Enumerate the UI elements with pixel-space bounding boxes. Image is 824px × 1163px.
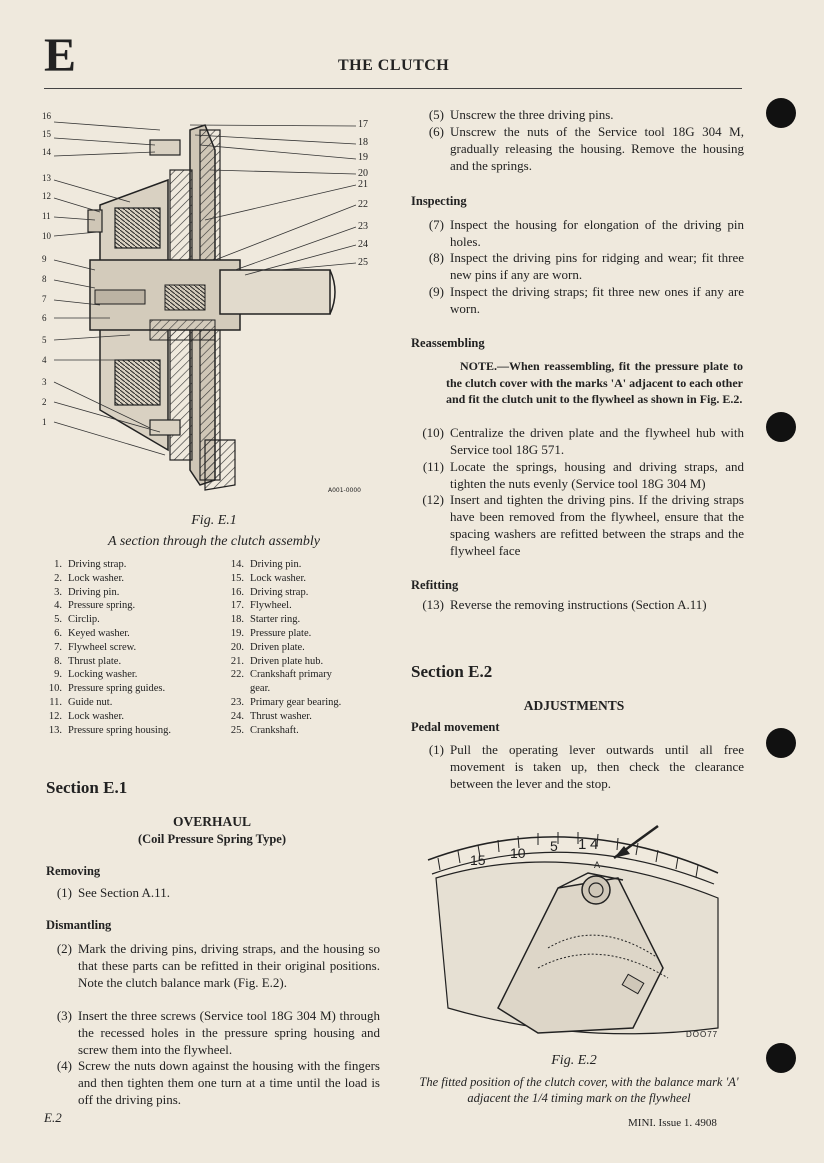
callout-12: 12 bbox=[42, 191, 51, 201]
inspecting-heading: Inspecting bbox=[411, 194, 467, 208]
legend-item: 17. Flywheel. bbox=[230, 600, 292, 612]
step-e2-1: (1) Pull the operating lever outwards until all free movement is taken up, then check the clearance between the lever and the stop. bbox=[428, 742, 744, 791]
step-3: (3) Insert the three screws (Service tool 18G 304 M) through the recessed holes in the pressure spring housing and screw them into the flywheel. bbox=[56, 1008, 380, 1057]
step-2: (2) Mark the driving pins, driving straps, and the housing so that these parts can be refitted in their original positions. Note the clutch balance mark (Fig. E.2). bbox=[56, 941, 380, 990]
legend-item: 25. Crankshaft. bbox=[230, 724, 299, 736]
scale-label-4: 4 bbox=[590, 836, 599, 853]
step-1: (1) See Section A.11. bbox=[56, 885, 170, 900]
callout-13: 13 bbox=[42, 173, 51, 183]
callout-4: 4 bbox=[42, 355, 47, 365]
legend-item: 4. Pressure spring. bbox=[54, 600, 136, 612]
legend-item: 7. Flywheel screw. bbox=[54, 641, 137, 653]
legend-item: 23. Primary gear bearing. bbox=[230, 696, 342, 708]
fig2-ref-code: DOO77 bbox=[686, 1030, 719, 1039]
fig1-ref-code: A001-0000 bbox=[328, 487, 361, 494]
legend-item: 5. Circlip. bbox=[54, 614, 100, 626]
callout-14: 14 bbox=[42, 147, 51, 157]
legend-item: 12. Lock washer. bbox=[48, 710, 124, 722]
legend-item: 6. Keyed washer. bbox=[54, 627, 130, 639]
legend-item: 3. Driving pin. bbox=[54, 586, 120, 598]
reassembly-note: NOTE.—When reassembling, fit the pressure plate to the clutch cover with the marks 'A' adjacent to each other and fit the clutch unit to the flywheel as shown in Fig. E.2. bbox=[446, 359, 743, 406]
refitting-heading: Refitting bbox=[411, 578, 459, 592]
legend-item: 20. Driven plate. bbox=[230, 641, 305, 653]
legend-item: 10. Pressure spring guides. bbox=[48, 683, 166, 695]
legend-item: 15. Lock washer. bbox=[230, 572, 306, 584]
step-8: (8) Inspect the driving pins for ridging and wear; fit three new pins if any are worn. bbox=[428, 250, 744, 282]
binder-hole-4 bbox=[766, 1043, 796, 1073]
legend-right bbox=[222, 558, 387, 737]
callout-10: 10 bbox=[42, 231, 51, 241]
pedal-movement-heading: Pedal movement bbox=[411, 720, 500, 734]
step-12: (12) Insert and tighten the driving pins. If the driving straps have been removed from the flywheel, ensure that the spacing washers are refitted between the straps and the flywheel face bbox=[422, 492, 744, 558]
callout-16: 16 bbox=[42, 111, 51, 121]
callout-17: 17 bbox=[358, 119, 368, 130]
step-9: (9) Inspect the driving straps; fit three new ones if any are worn. bbox=[428, 284, 744, 316]
reassembling-heading: Reassembling bbox=[411, 336, 485, 350]
callout-18: 18 bbox=[358, 137, 368, 148]
legend-item: gear. bbox=[250, 683, 271, 695]
binder-hole-2 bbox=[766, 412, 796, 442]
callout-1: 1 bbox=[42, 417, 47, 427]
fig2-caption-text: The fitted position of the clutch cover, with the balance mark 'A' adjacent the 1/4 timing mark on the flywheel bbox=[419, 1075, 739, 1105]
callout-21: 21 bbox=[358, 179, 368, 190]
section-e1-heading: Section E.1 bbox=[46, 778, 128, 797]
callout-9: 9 bbox=[42, 254, 47, 264]
scale-label-5: 5 bbox=[550, 838, 558, 854]
callout-25: 25 bbox=[358, 257, 368, 268]
legend-item: 11. Guide nut. bbox=[49, 696, 113, 708]
removing-heading: Removing bbox=[46, 864, 101, 878]
clutch-section-diagram bbox=[40, 110, 380, 500]
legend-item: 19. Pressure plate. bbox=[230, 627, 312, 639]
callout-15: 15 bbox=[42, 129, 51, 139]
step-4: (4) Screw the nuts down against the housing with the fingers and then tighten them one turn at a time until the load is off the driving pins. bbox=[56, 1058, 380, 1107]
callout-23: 23 bbox=[358, 221, 368, 232]
fig2-caption-title: Fig. E.2 bbox=[551, 1053, 597, 1068]
section-e1-subtitle: (Coil Pressure Spring Type) bbox=[137, 832, 287, 846]
callout-8: 8 bbox=[42, 274, 47, 284]
fig1-caption-text: A section through the clutch assembly bbox=[108, 534, 320, 549]
dismantling-heading: Dismantling bbox=[46, 918, 112, 932]
legend-item: 16. Driving strap. bbox=[230, 586, 309, 598]
section-e2-title: ADJUSTMENTS bbox=[523, 698, 625, 713]
page-title: THE CLUTCH bbox=[338, 57, 450, 74]
page-number: E.2 bbox=[44, 1110, 62, 1125]
callout-24: 24 bbox=[358, 239, 368, 250]
legend-item: 18. Starter ring. bbox=[230, 614, 301, 626]
legend-item: 22. Crankshaft primary bbox=[230, 669, 332, 681]
legend-item: 1. Driving strap. bbox=[54, 559, 127, 570]
callout-22: 22 bbox=[358, 199, 368, 210]
step-5: (5) Unscrew the three driving pins. bbox=[428, 107, 614, 122]
step-11: (11) Locate the springs, housing and driving straps, and tighten the nuts evenly (Service tool 18G 304 M) bbox=[422, 459, 744, 491]
legend-item: 9. Locking washer. bbox=[54, 669, 138, 681]
callout-11: 11 bbox=[42, 211, 51, 221]
callout-6: 6 bbox=[42, 313, 47, 323]
header-rule bbox=[44, 88, 742, 89]
issue-code: MINI. Issue 1. 4908 bbox=[628, 1117, 717, 1129]
scale-label-1: 1 bbox=[578, 836, 587, 853]
step-6: (6) Unscrew the nuts of the Service tool 18G 304 M, gradually releasing the housing. Remove the housing and the springs. bbox=[428, 124, 744, 173]
scale-label-10: 10 bbox=[510, 845, 526, 861]
section-e1-title: OVERHAUL bbox=[172, 814, 251, 829]
legend-left bbox=[40, 558, 215, 737]
fig1-caption-title: Fig. E.1 bbox=[191, 513, 237, 528]
binder-hole-3 bbox=[766, 728, 796, 758]
step-10: (10) Centralize the driven plate and the flywheel hub with Service tool 18G 571. bbox=[422, 425, 744, 457]
legend-item: 2. Lock washer. bbox=[54, 572, 124, 584]
legend-item: 14. Driving pin. bbox=[230, 559, 302, 570]
callout-3: 3 bbox=[42, 377, 47, 387]
callout-2: 2 bbox=[42, 397, 47, 407]
binder-hole-1 bbox=[766, 98, 796, 128]
section-e2-heading: Section E.2 bbox=[411, 662, 493, 681]
section-letter: E bbox=[44, 29, 76, 82]
step-13: (13) Reverse the removing instructions (Section A.11) bbox=[422, 597, 707, 612]
balance-mark-a: A bbox=[594, 860, 601, 870]
legend-item: 8. Thrust plate. bbox=[54, 655, 122, 667]
callout-19: 19 bbox=[358, 152, 368, 163]
legend-item: 21. Driven plate hub. bbox=[230, 655, 324, 667]
legend-item: 24. Thrust washer. bbox=[230, 710, 312, 722]
scale-label-15: 15 bbox=[470, 852, 486, 868]
step-7: (7) Inspect the housing for elongation of the driving pin holes. bbox=[428, 217, 744, 249]
callout-7: 7 bbox=[42, 294, 47, 304]
callout-5: 5 bbox=[42, 335, 47, 345]
legend-item: 13. Pressure spring housing. bbox=[48, 724, 171, 736]
callout-20: 20 bbox=[358, 168, 368, 179]
